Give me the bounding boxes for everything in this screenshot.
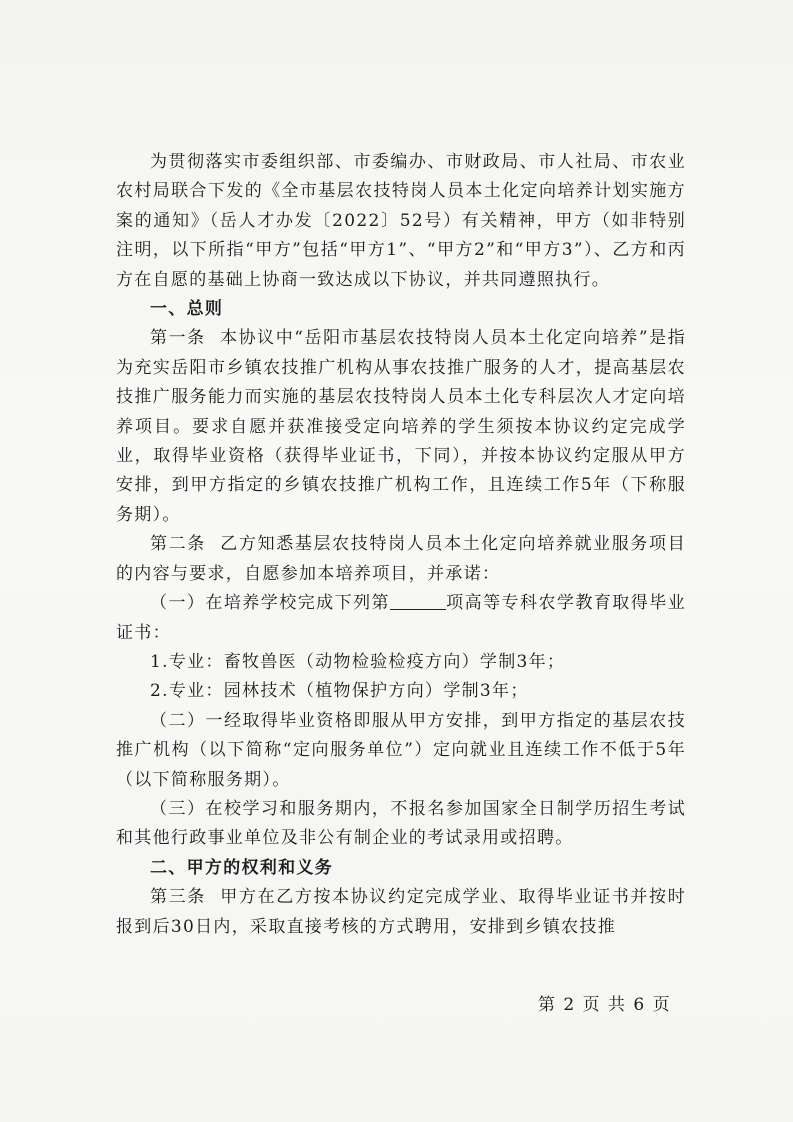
item-1-text-after: 项高等专科农学教育取得毕业证书：: [116, 593, 686, 643]
major-2: 2.专业：园林技术（植物保护方向）学制3年；: [150, 681, 529, 702]
article-1: [116, 324, 686, 530]
article-2-label: 第二条: [150, 534, 206, 555]
item-1-text-before: （一）在培养学校完成下列第: [150, 593, 390, 614]
article-3-text: 甲方在乙方按本协议约定完成学业、取得毕业证书并按时报到后30日内，采取直接考核的方式聘用，安排到乡镇农技推: [116, 887, 687, 937]
intro-paragraph: 为贯彻落实市委组织部、市委编办、市财政局、市人社局、市农业农村局联合下发的《全市基层农技特岗人员本土化定向培养计划实施方案的通知》（岳人才办发〔2022〕52号）有关精神，甲方（如非特别注明，以下所指“甲方”包括“甲方1”、“甲方2”和“甲方3”）、乙方和丙方在自愿的基础上协商一致达成以下协议，并共同遵照执行。: [116, 152, 686, 290]
article-2-item-2: （二）一经取得毕业资格即服从甲方安排，到甲方指定的基层农技推广机构（以下简称“定向服务单位”）定向就业且连续工作不低于5年（以下简称服务期）。: [116, 710, 686, 790]
document-body: [116, 148, 686, 942]
section-heading-party-a: 二、甲方的权利和义务: [150, 857, 333, 878]
article-3: [116, 883, 686, 942]
major-1: 1.专业：畜牧兽医（动物检验检疫方向）学制3年；: [150, 651, 566, 672]
section-heading-general: 一、总则: [150, 299, 224, 320]
page-number-footer: 第 2 页 共 6 页: [538, 995, 672, 1015]
article-1-text: 本协议中“岳阳市基层农技特岗人员本土化定向培养”是指为充实岳阳市乡镇农技推广机构从事农技推广服务的人才，提高基层农技推广服务能力而实施的基层农技特岗人员本土化专科层次人才定向培养项目。要求自愿并获准接受定向培养的学生须按本协议约定完成学业，取得毕业资格（获得毕业证书，下同），并按本协议约定服从甲方安排，到甲方指定的乡镇农技推广机构工作，且连续工作5年（下称服务期）。: [116, 328, 686, 525]
article-2-text: 乙方知悉基层农技特岗人员本土化定向培养就业服务项目的内容与要求，自愿参加本培养项目，并承诺：: [116, 534, 687, 584]
article-2-item-1: [116, 589, 686, 648]
article-1-label: 第一条: [150, 328, 206, 349]
article-3-label: 第三条: [150, 887, 206, 908]
article-2-item-3: （三）在校学习和服务期内，不报名参加国家全日制学历招生考试和其他行政事业单位及非公有制企业的考试录用或招聘。: [116, 798, 686, 849]
article-2: [116, 530, 686, 589]
item-number-blank: [390, 591, 446, 610]
